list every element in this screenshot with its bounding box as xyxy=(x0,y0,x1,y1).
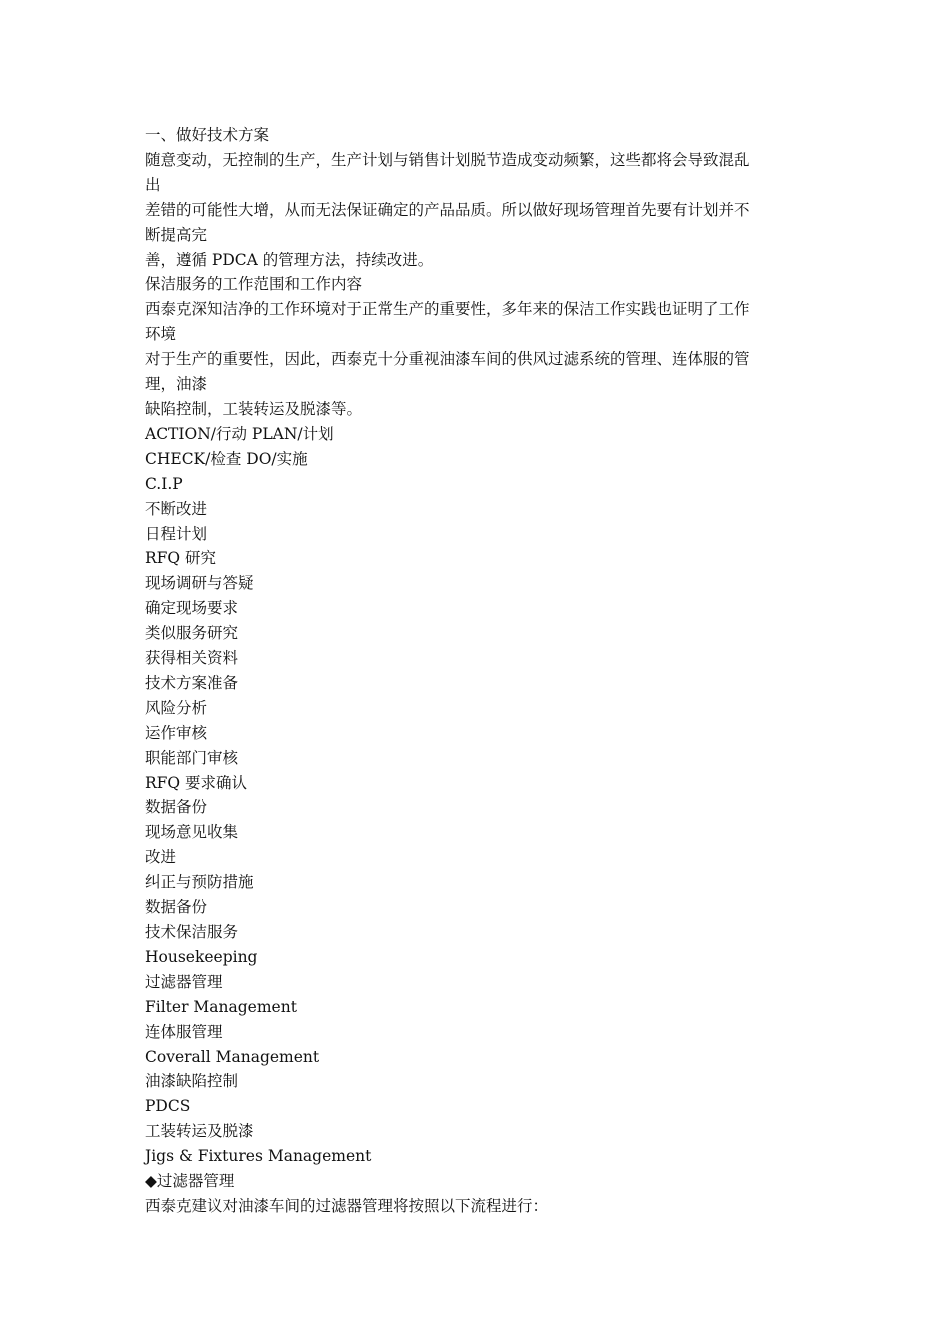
list-item: 数据备份 xyxy=(145,898,208,917)
body-text-line: 理，油漆 xyxy=(145,375,208,394)
pdca-label: C.I.P xyxy=(145,474,183,493)
list-item: PDCS xyxy=(145,1097,191,1116)
list-item: 不断改进 xyxy=(145,499,208,518)
list-item: 纠正与预防措施 xyxy=(145,873,254,892)
list-item: 职能部门审核 xyxy=(145,748,239,767)
body-text-line: 对于生产的重要性，因此，西泰克十分重视油漆车间的供风过滤系统的管理、连体服的管 xyxy=(145,350,750,369)
pdca-label: CHECK/检查 DO/实施 xyxy=(145,449,308,468)
list-item: 风险分析 xyxy=(145,698,208,717)
bullet-heading: ◆过滤器管理 xyxy=(145,1172,235,1191)
list-item: Jigs & Fixtures Management xyxy=(145,1147,372,1166)
body-text-line: 环境 xyxy=(145,325,177,344)
list-item: 技术保洁服务 xyxy=(145,923,239,941)
list-item: 数据备份 xyxy=(145,798,208,817)
body-text-line: 差错的可能性大增，从而无法保证确定的产品品质。所以做好现场管理首先要有计划并不 xyxy=(145,200,750,219)
list-item: Coverall Management xyxy=(145,1047,320,1066)
list-item: 确定现场要求 xyxy=(145,599,239,618)
list-item: 运作审核 xyxy=(145,723,208,742)
body-text-line: 随意变动，无控制的生产，生产计划与销售计划脱节造成变动频繁，这些都将会导致混乱 xyxy=(145,150,750,169)
list-item: Housekeeping xyxy=(145,947,258,966)
body-text-line: 缺陷控制，工装转运及脱漆等。 xyxy=(145,399,363,418)
list-item: RFQ 研究 xyxy=(145,549,217,568)
list-item: 技术方案准备 xyxy=(145,673,239,692)
body-text-line: 断提高完 xyxy=(145,225,208,244)
body-text-line: 善，遵循 PDCA 的管理方法，持续改进。 xyxy=(145,250,434,269)
subheading: 保洁服务的工作范围和工作内容 xyxy=(145,275,363,294)
body-text-line: 西泰克建议对油漆车间的过滤器管理将按照以下流程进行： xyxy=(145,1196,549,1215)
body-text-line: 出 xyxy=(145,175,161,194)
list-item: RFQ 要求确认 xyxy=(145,773,248,792)
list-item: 改进 xyxy=(145,848,177,867)
list-item: 类似服务研究 xyxy=(145,624,239,643)
list-item: 油漆缺陷控制 xyxy=(145,1072,239,1091)
list-item: 现场意见收集 xyxy=(145,823,239,842)
body-text-line: 西泰克深知洁净的工作环境对于正常生产的重要性，多年来的保洁工作实践也证明了工作 xyxy=(145,300,750,319)
list-item: 工装转运及脱漆 xyxy=(145,1122,254,1141)
list-item: Filter Management xyxy=(145,997,297,1016)
list-item: 连体服管理 xyxy=(145,1022,223,1041)
section-heading: 一、做好技术方案 xyxy=(145,126,270,144)
pdca-label: ACTION/行动 PLAN/计划 xyxy=(145,424,334,443)
list-item: 获得相关资料 xyxy=(145,649,239,668)
list-item: 日程计划 xyxy=(145,524,208,543)
list-item: 现场调研与答疑 xyxy=(145,574,254,593)
list-item: 过滤器管理 xyxy=(145,972,223,991)
document-body xyxy=(145,123,810,1219)
